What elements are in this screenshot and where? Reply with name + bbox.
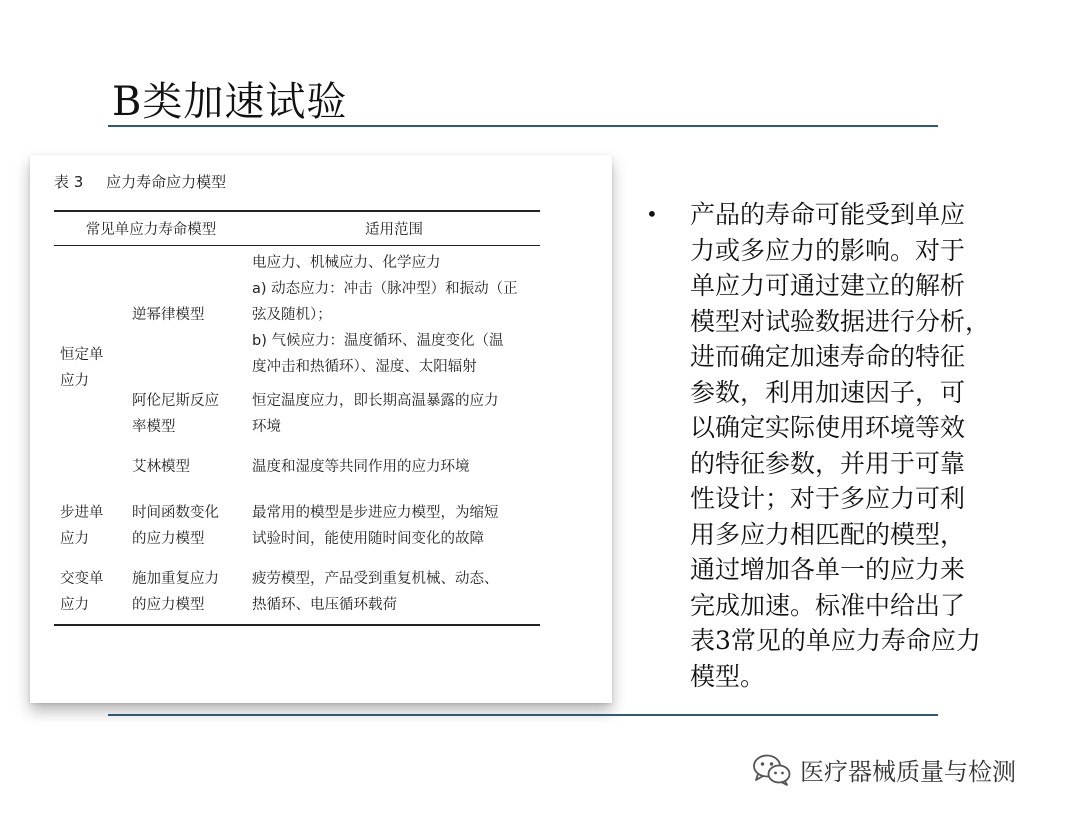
range-line: 度冲击和热循环）、湿度、太阳辐射 xyxy=(252,359,477,375)
range-cell xyxy=(248,444,540,490)
wechat-icon xyxy=(752,753,792,787)
range-cell xyxy=(248,556,540,625)
bullet-line: 参数，利用加速因子，可 xyxy=(690,377,966,407)
range-line: 热循环、电压循环载荷 xyxy=(252,597,397,613)
model-cell xyxy=(128,444,248,490)
range-line: 恒定温度应力，即长期高温暴露的应力 xyxy=(252,393,499,409)
range-line: 温度和湿度等共同作用的应力环境 xyxy=(252,459,470,475)
model-line: 逆幂律模型 xyxy=(132,307,205,323)
category-line: 恒定单 xyxy=(60,347,104,363)
category-cell xyxy=(54,490,128,556)
bottom-divider xyxy=(108,714,938,716)
category-line: 应力 xyxy=(60,597,89,613)
table-header-row xyxy=(54,211,540,246)
range-line: 疲劳模型，产品受到重复机械、动态、 xyxy=(252,571,499,587)
model-cell xyxy=(128,556,248,625)
bullet-line: 进而确定加速寿命的特征 xyxy=(690,342,966,371)
table-row xyxy=(54,246,540,385)
bullet-line: 单应力可通过建立的解析 xyxy=(690,271,966,300)
table-row xyxy=(54,490,540,556)
range-line: 弦及随机）； xyxy=(252,307,332,323)
category-line: 步进单 xyxy=(60,505,104,521)
range-cell xyxy=(248,384,540,444)
bullet-line: 表3常见的单应力寿命应力 xyxy=(690,626,981,655)
footer-watermark xyxy=(752,752,1016,787)
model-cell xyxy=(128,384,248,444)
bullet-paragraph xyxy=(646,197,991,694)
stress-life-table xyxy=(54,210,540,626)
model-line: 时间函数变化 xyxy=(132,505,219,521)
table-caption-text: 应力寿命应力模型 xyxy=(106,173,227,191)
slide-title: B类加速试验 xyxy=(112,79,348,125)
bullet-line: 用多应力相匹配的模型， xyxy=(690,519,966,549)
category-cell xyxy=(54,246,128,491)
bullet-line: 以确定实际使用环境等效 xyxy=(690,413,966,442)
bullet-line: 力或多应力的影响。对于 xyxy=(690,235,966,265)
bullet-line: 性设计；对于多应力可利 xyxy=(690,484,966,513)
bullet-dot: • xyxy=(646,202,658,226)
model-line: 艾林模型 xyxy=(132,459,190,475)
model-line: 阿伦尼斯反应 xyxy=(132,393,219,409)
model-line: 率模型 xyxy=(132,419,176,435)
bullet-line: 产品的寿命可能受到单应 xyxy=(690,200,966,229)
category-cell xyxy=(54,556,128,625)
model-line: 的应力模型 xyxy=(132,531,205,547)
bullet-line: 模型。 xyxy=(690,661,766,691)
range-line: 环境 xyxy=(252,419,281,435)
bullet-line: 通过增加各单一的应力来 xyxy=(690,555,966,584)
range-line: a) 动态应力：冲击（脉冲型）和振动（正 xyxy=(252,281,518,297)
model-line: 施加重复应力 xyxy=(132,571,219,587)
table-caption xyxy=(54,171,226,192)
range-line: 最常用的模型是步进应力模型，为缩短 xyxy=(252,505,499,521)
range-line: b) 气候应力：温度循环、温度变化（温 xyxy=(252,333,504,349)
range-cell xyxy=(248,490,540,556)
model-line: 的应力模型 xyxy=(132,597,205,613)
model-cell xyxy=(128,490,248,556)
category-line: 应力 xyxy=(60,531,89,547)
bullet-line: 的特征参数，并用于可靠 xyxy=(690,448,966,478)
range-line: 试验时间，能使用随时间变化的故障 xyxy=(252,531,484,547)
table-image-card xyxy=(30,155,612,703)
bullet-text xyxy=(690,197,991,694)
footer-text: 医疗器械质量与检测 xyxy=(800,758,1016,786)
range-line: 电应力、机械应力、化学应力 xyxy=(252,255,441,271)
table-caption-number: 表 3 xyxy=(54,173,84,191)
header-range: 适用范围 xyxy=(248,211,540,246)
category-line: 应力 xyxy=(60,373,89,389)
bullet-line: 模型对试验数据进行分析， xyxy=(690,306,991,336)
model-cell xyxy=(128,246,248,385)
bullet-line: 完成加速。标准中给出了 xyxy=(690,590,966,620)
table-row xyxy=(54,556,540,625)
title-underline xyxy=(108,125,938,127)
range-cell xyxy=(248,246,540,385)
category-line: 交变单 xyxy=(60,571,104,587)
header-model: 常见单应力寿命模型 xyxy=(54,211,248,246)
